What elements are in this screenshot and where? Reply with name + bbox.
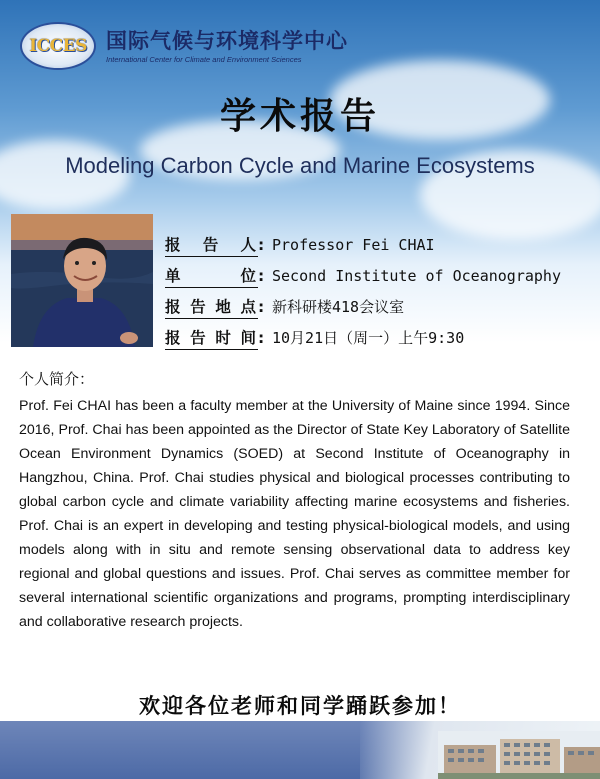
campus-building-image xyxy=(438,731,600,779)
speaker-photo xyxy=(11,214,153,347)
info-row-time xyxy=(165,322,561,353)
info-label: 报告人 xyxy=(165,233,258,257)
icces-logo xyxy=(20,22,96,70)
info-label: 单位 xyxy=(165,264,258,288)
speaker-portrait-image xyxy=(11,214,153,347)
footer-slogan: 欢迎各位老师和同学踊跃参加！ xyxy=(139,693,461,718)
info-row-location xyxy=(165,291,561,322)
info-separator: : xyxy=(258,235,265,254)
org-block xyxy=(106,29,348,64)
header xyxy=(20,22,348,70)
info-value: Second Institute of Oceanography xyxy=(272,266,561,285)
bio-text: Prof. Fei CHAI has been a faculty member at the University of Maine since 1994. Since 2016, Prof. Chai has been appointed as the Director of State Key Laboratory of Satellite Ocean Environment Dynamics (SOED) at Second Institute of Oceanography in Hangzhou, China. Prof. Chai studies physical and biological processes contributing to global carbon cycle and climate variability affecting marine ecosystems and fisheries. Prof. Chai is an expert in developing and testing physical-biological models, and using models along with in situ and remote sensing observational data to address key regional and global questions and issues. Prof. Chai serves as committee member for several international scientific organizations and programs, prompting interdisciplinary and collaborative research projects. xyxy=(19,398,570,630)
org-name-en: International Center for Climate and Environment Sciences xyxy=(106,54,302,64)
info-value: 新科研楼418会议室 xyxy=(272,298,405,316)
talk-title: Modeling Carbon Cycle and Marine Ecosystems xyxy=(65,153,535,178)
info-value: Professor Fei CHAI xyxy=(272,235,435,254)
info-row-speaker xyxy=(165,229,561,260)
logo-text: ICCES xyxy=(29,36,87,56)
page-title: 学术报告 xyxy=(219,95,380,137)
org-name-cn: 国际气候与环境科学中心 xyxy=(106,27,348,53)
info-separator: : xyxy=(258,297,265,316)
talk-info xyxy=(165,229,561,353)
info-separator: : xyxy=(258,266,265,285)
info-value: 10月21日（周一）上午9:30 xyxy=(272,329,465,347)
info-row-affiliation xyxy=(165,260,561,291)
info-label: 报告地点 xyxy=(165,295,258,319)
info-label: 报告时间 xyxy=(165,326,258,350)
bio-heading: 个人简介： xyxy=(19,370,95,388)
info-separator: : xyxy=(258,328,265,347)
